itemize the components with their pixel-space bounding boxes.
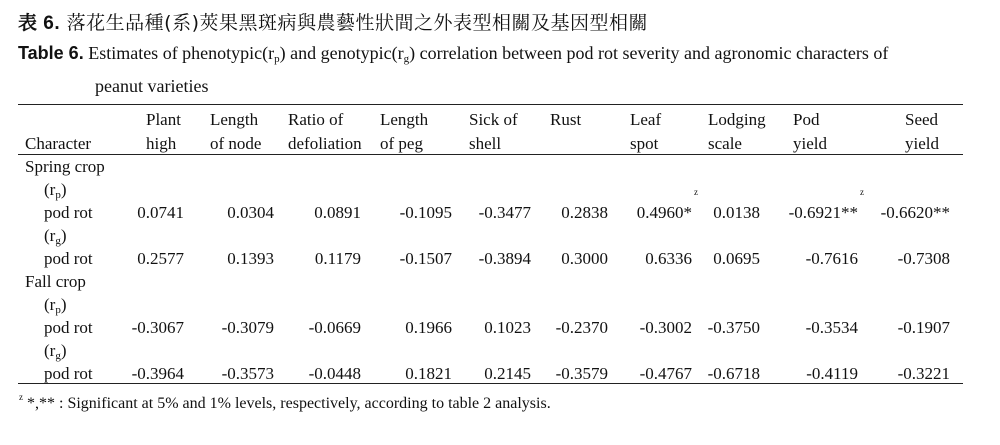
value-text: 0.2145	[484, 364, 531, 383]
value-text: -0.2370	[555, 318, 608, 337]
paren-close: )	[60, 295, 67, 314]
value-text: -0.3750	[707, 318, 760, 337]
value-cell	[479, 203, 531, 223]
coef-subscript: g	[55, 350, 61, 362]
value-cell	[132, 364, 184, 384]
table-number-zh: 表 6.	[18, 13, 61, 34]
footnote	[18, 392, 551, 413]
header-col-1-line-1: of node	[210, 134, 262, 153]
footnote-z-mark: z	[19, 392, 23, 402]
value-text: -0.3002	[639, 318, 692, 337]
title-en-text-a: Estimates of phenotypic(r	[88, 43, 275, 63]
value-cell	[484, 318, 531, 338]
value-cell	[309, 364, 361, 384]
value-cell	[708, 318, 760, 338]
value-text: -0.7616	[805, 249, 858, 268]
value-cell	[556, 364, 608, 384]
header-col-9	[905, 108, 939, 156]
table-title-english	[18, 40, 988, 100]
coef-subscript: p	[55, 304, 61, 316]
coef-symbol: r	[49, 180, 56, 199]
value-text: 0.1393	[227, 249, 274, 268]
value-text: -0.3964	[131, 364, 184, 383]
value-cell	[484, 364, 531, 384]
value-cell	[806, 364, 858, 384]
value-text: -0.3079	[221, 318, 274, 337]
value-text: 0.0304	[227, 203, 274, 222]
row-label: pod rot	[44, 203, 93, 222]
value-text: -0.7308	[897, 249, 950, 268]
value-cell	[315, 249, 361, 269]
group-label-row	[0, 272, 1000, 295]
value-text: 0.6336	[645, 249, 692, 268]
value-cell	[479, 249, 531, 269]
row-label: pod rot	[44, 249, 93, 268]
value-cell	[309, 318, 361, 338]
value-cell	[227, 249, 274, 269]
title-en-text-c: ) correlation between pod rot severity and agronomic characters of	[409, 43, 889, 63]
table-bottom-rule	[18, 383, 963, 384]
value-text: 0.3000	[561, 249, 608, 268]
value-cell	[898, 364, 950, 384]
header-character: Character	[25, 134, 92, 153]
header-col-4	[469, 108, 518, 156]
table-row	[0, 249, 1000, 272]
title-en-text-b: ) and genotypic(r	[279, 43, 404, 63]
coef-label	[44, 295, 67, 316]
header-col-1-line-0: Length	[210, 110, 259, 129]
value-text: 0.1821	[405, 364, 452, 383]
header-col-6	[630, 108, 661, 156]
coef-row	[0, 180, 1000, 203]
value-cell	[640, 364, 692, 384]
coef-symbol: r	[49, 341, 56, 360]
header-col-3	[380, 108, 428, 156]
header-col-7-line-0: Lodging	[708, 110, 766, 129]
paren-open: (	[44, 295, 50, 314]
value-cell	[898, 318, 950, 338]
paren-close: )	[60, 180, 67, 199]
value-text: -0.3477	[478, 203, 531, 222]
header-bottom-rule	[18, 154, 963, 155]
value-cell	[713, 249, 760, 269]
value-text: 0.4960*	[636, 203, 692, 222]
value-text: 0.1966	[405, 318, 452, 337]
header-col-2	[288, 108, 362, 156]
table-title-chinese	[18, 8, 648, 35]
value-cell	[806, 318, 858, 338]
coef-symbol: r	[49, 226, 56, 245]
footnote-text: *,** : Significant at 5% and 1% levels, respectively, according to table 2 analysis.	[27, 395, 551, 412]
value-cell	[645, 249, 692, 269]
table-row	[0, 318, 1000, 341]
value-text: -0.6921**	[788, 203, 858, 222]
header-col-8-line-0: Pod	[793, 110, 820, 129]
value-text: 0.0741	[137, 203, 184, 222]
value-text: 0.0138	[713, 203, 760, 222]
header-col-7-line-1: scale	[708, 134, 742, 153]
value-cell	[708, 364, 760, 384]
group-label-row	[0, 157, 1000, 180]
value-text: 0.0695	[713, 249, 760, 268]
coef-row	[0, 341, 1000, 364]
value-text: -0.6620**	[880, 203, 950, 222]
value-cell	[713, 203, 760, 223]
header-col-2-line-1: defoliation	[288, 134, 362, 153]
value-cell	[788, 187, 864, 223]
value-cell	[806, 249, 858, 269]
header-col-0-line-1: high	[146, 134, 177, 153]
header-col-0-line-0: Plant	[146, 110, 181, 129]
value-text: 0.2577	[137, 249, 184, 268]
paren-open: (	[44, 226, 50, 245]
z-mark: z	[860, 187, 864, 197]
paren-close: )	[60, 341, 67, 360]
value-cell	[400, 203, 452, 223]
coef-row	[0, 226, 1000, 249]
group-label: Spring crop	[25, 157, 105, 176]
value-cell	[556, 318, 608, 338]
header-col-3-line-1: of peg	[380, 134, 423, 153]
value-text: -0.6718	[707, 364, 760, 383]
value-cell	[636, 187, 698, 223]
value-text: -0.3573	[221, 364, 274, 383]
value-cell	[222, 318, 274, 338]
value-text: 0.0891	[314, 203, 361, 222]
header-col-8	[793, 108, 827, 156]
value-text: -0.3067	[131, 318, 184, 337]
title-zh-text: 落花生品種(系)莢果黑斑病與農藝性狀間之外表型相關及基因型相關	[66, 12, 648, 34]
value-text: 0.1023	[484, 318, 531, 337]
header-col-2-line-0: Ratio of	[288, 110, 344, 129]
paren-open: (	[44, 341, 50, 360]
coef-subscript: g	[55, 235, 61, 247]
z-mark: z	[694, 187, 698, 197]
value-text: -0.3894	[478, 249, 531, 268]
table-row	[0, 187, 1000, 226]
header-col-5	[550, 108, 581, 156]
header-col-0	[146, 108, 181, 156]
paren-open: (	[44, 180, 50, 199]
coef-label	[44, 226, 67, 247]
value-cell	[132, 318, 184, 338]
value-cell	[881, 203, 950, 223]
value-cell	[640, 318, 692, 338]
row-label: pod rot	[44, 364, 93, 383]
value-text: -0.0448	[308, 364, 361, 383]
row-label: pod rot	[44, 318, 93, 337]
value-cell	[400, 249, 452, 269]
header-col-5-line-1	[550, 132, 581, 156]
header-col-9-line-0: Seed	[905, 110, 939, 129]
value-text: -0.3221	[897, 364, 950, 383]
value-text: -0.1507	[399, 249, 452, 268]
value-cell	[405, 364, 452, 384]
header-col-6-line-0: Leaf	[630, 110, 662, 129]
table-top-rule	[18, 104, 963, 105]
header-col-8-line-1: yield	[793, 134, 827, 153]
header-col-5-line-0: Rust	[550, 110, 582, 129]
value-text: -0.1907	[897, 318, 950, 337]
value-text: -0.4119	[806, 364, 858, 383]
value-cell	[561, 249, 608, 269]
header-col-9-line-1: yield	[905, 134, 939, 153]
coef-row	[0, 295, 1000, 318]
header-col-3-line-0: Length	[380, 110, 429, 129]
value-cell	[561, 203, 608, 223]
value-cell	[137, 203, 184, 223]
coef-subscript: p	[55, 189, 61, 201]
header-col-4-line-0: Sick of	[469, 110, 518, 129]
group-label: Fall crop	[25, 272, 86, 291]
value-text: 0.1179	[314, 249, 361, 268]
value-cell	[898, 249, 950, 269]
value-text: -0.3534	[805, 318, 858, 337]
header-col-6-line-1: spot	[630, 134, 659, 153]
header-col-4-line-1: shell	[469, 134, 502, 153]
value-cell	[405, 318, 452, 338]
header-col-7	[708, 108, 766, 156]
value-text: 0.2838	[561, 203, 608, 222]
paren-close: )	[60, 226, 67, 245]
coef-symbol: r	[49, 295, 56, 314]
coef-label	[44, 180, 67, 201]
table-number-en: Table 6.	[18, 43, 84, 63]
coef-label	[44, 341, 67, 362]
value-cell	[227, 203, 274, 223]
value-cell	[222, 364, 274, 384]
value-cell	[314, 203, 361, 223]
title-en-text-d: peanut varieties	[95, 76, 209, 96]
value-text: -0.4767	[639, 364, 692, 383]
value-text: -0.1095	[399, 203, 452, 222]
value-cell	[137, 249, 184, 269]
sub-g: g	[403, 53, 410, 65]
value-text: -0.0669	[308, 318, 361, 337]
sub-p: p	[274, 53, 280, 65]
value-text: -0.3579	[555, 364, 608, 383]
header-col-1	[210, 108, 261, 156]
